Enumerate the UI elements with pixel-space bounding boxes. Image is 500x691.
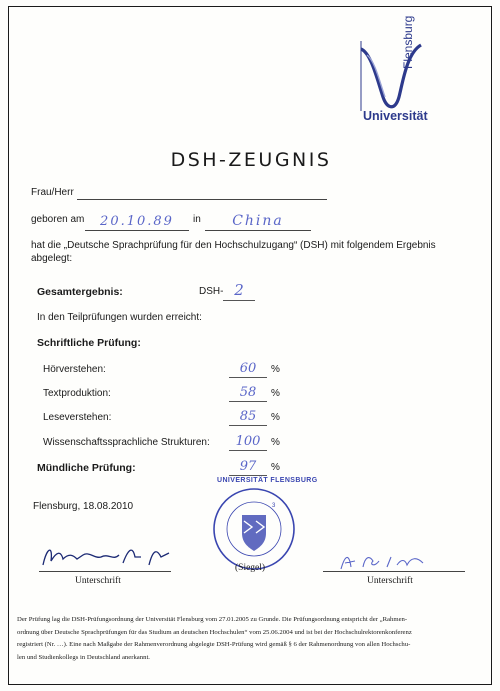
intro-text [31,239,481,265]
written-item-value: 85 [239,409,257,424]
intro-text-line2: abgelegt: [31,253,73,264]
logo-vertical-text: Flensburg [401,15,415,69]
overall-value: 2 [234,281,244,299]
birth-place-value: China [232,213,284,229]
overall-field [223,281,255,301]
birth-place-field [205,212,311,231]
oral-label: Mündliche Prüfung: [37,462,136,474]
certificate-page [8,6,492,685]
name-line [77,199,327,200]
written-item-value: 100 [235,434,261,449]
footer-line: registriert (Nr. …). Eine nach Maßgabe der Rahmenverordnung abgelegte DSH-Prüfung wird gemäß § 6 der Rahmenordnung von allen Hochschu- [17,641,411,649]
right-signature-line [323,571,465,572]
right-signature [337,549,437,573]
written-item-field [229,383,267,402]
in-label: in [193,214,201,225]
left-signature-line [39,571,171,572]
subtests-intro: In den Teilprüfungen wurden erreicht: [37,312,202,323]
university-logo [347,15,445,131]
name-label: Frau/Herr [31,187,74,198]
percent-sign: % [271,364,280,375]
written-item-field [229,432,267,451]
written-item-value: 60 [239,361,257,376]
overall-label: Gesamtergebnis: [37,286,123,298]
written-heading: Schriftliche Prüfung: [37,337,141,349]
written-item-label: Wissenschaftssprachliche Strukturen: [43,437,210,448]
seal-text: UNIVERSITÄT FLENSBURG [217,477,318,484]
overall-prefix: DSH- [199,286,224,297]
oral-field [229,457,267,476]
place-date: Flensburg, 18.08.2010 [33,501,134,512]
left-signature [39,543,179,571]
document-title: DSH-ZEUGNIS [170,149,332,171]
intro-text-line1: hat die „Deutsche Sprachprüfung für den Hochschulzugang“ (DSH) mit folgendem Ergebnis [31,240,436,251]
written-item-value: 58 [239,385,257,400]
percent-sign: % [271,388,280,399]
written-item-label: Hörverstehen: [43,364,106,375]
footer-line: len und Studienkollegs in Deutschland anerkannt. [17,653,150,661]
born-label: geboren am [31,214,85,225]
logo-bottom-text: Universität [363,109,428,123]
left-signature-label: Unterschrift [75,576,121,586]
footer-note [17,614,487,664]
university-seal [204,481,304,571]
percent-sign: % [271,412,280,423]
written-item-field [229,359,267,378]
right-signature-label: Unterschrift [367,576,413,586]
seal-number: 3 [272,503,276,509]
birth-date-field [85,212,189,231]
oral-value: 97 [239,459,257,474]
written-item-field [229,407,267,426]
percent-sign: % [271,437,280,448]
percent-sign: % [271,462,280,473]
written-item-label: Leseverstehen: [43,412,112,423]
footer-line: ordnung über Deutsche Sprachprüfungen für das Studium an deutschen Hochschulen“ vom 25.06.2004 und ist bei der Hochschulrektorenkonferenz [17,628,412,636]
birth-date-value: 20.10.89 [100,214,174,229]
footer-line: Der Prüfung lag die DSH-Prüfungsordnung der Universität Flensburg vom 27.01.2005 zu Grunde. Die Prüfungsordnung entspricht der „Rahmen- [17,616,408,623]
seal-label: (Siegel) [235,563,266,573]
written-item-label: Textproduktion: [43,388,111,399]
